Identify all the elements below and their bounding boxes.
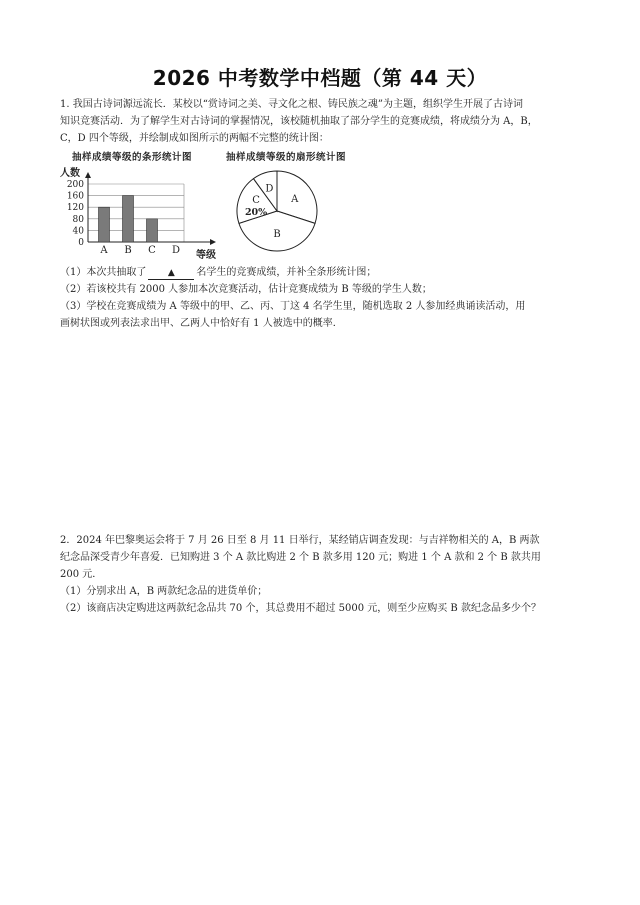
pie-label-c: C [252,195,260,207]
pie-chart-title: 抽样成绩等级的扇形统计图 [226,152,347,163]
y-tick-label: 160 [66,191,84,202]
q1-intro-line-2: 知识竞赛活动．为了解学生对古诗词的掌握情况，该校随机抽取了部分学生的竞赛成绩，将成绩分为 A，B， [60,116,538,127]
q1-part-1-suffix: 名学生的竞赛成绩，并补全条形统计图； [196,267,377,278]
q2-line-2: 纪念品深受青少年喜爱．已知购进 3 个 A 款比购进 2 个 B 款多用 120 元；购进 1 个 A 款和 2 个 B 款共用 [60,552,541,563]
q1-part-1-prefix: （1）本次共抽取了 [60,267,147,278]
q1-part-1 [60,264,590,281]
q1-parts [60,264,590,332]
q1-intro-line-3: C，D 四个等级，并绘制成如图所示的两幅不完整的统计图： [60,133,329,144]
pie-label-d: D [265,183,274,195]
y-tick-label: 120 [66,203,84,214]
y-tick-label: 40 [72,226,84,237]
q2-line-3: 200 元． [60,569,103,580]
pie-percent-c: 20% [244,207,268,219]
x-axis-label: 等级 [196,250,216,260]
x-tick-label: A [100,245,108,256]
q2 [60,532,590,617]
q2-part-2: （2）该商店决定购进这两款纪念品共 70 个，其总费用不超过 5000 元，则至少应购买 B 款纪念品多少个？ [60,603,541,614]
q2-line-1: 2．2024 年巴黎奥运会将于 7 月 26 日至 8 月 11 日举行，某经销店调查发现：与吉祥物相关的 A，B 两款 [60,535,540,546]
q1-part-3-line-2: 画树状图或列表法求出甲、乙两人中恰好有 1 人被选中的概率． [60,318,343,329]
answer-blank[interactable]: ▲ [148,268,194,280]
y-tick-label: 200 [66,180,84,190]
bar-c [147,219,158,242]
pie-label-b: B [273,229,281,240]
pie-chart [232,166,322,256]
x-tick-label: C [148,245,156,256]
y-tick-label: 80 [72,214,84,225]
bar-chart [56,160,216,260]
y-tick-label: 0 [78,238,84,248]
q1-part-3-line-1: （3）学校在竞赛成绩为 A 等级中的甲、乙、丙、丁这 4 名学生里，随机选取 2 人参加经典诵读活动，用 [60,301,526,312]
y-axis-label: 人数 [60,168,80,179]
page-title: 2026 中考数学中档题（第 44 天） [152,66,488,90]
x-axis-arrow [210,239,216,245]
x-tick-label: D [171,245,181,256]
pie-label-a: A [291,194,299,206]
q1-part-2: （2）若该校共有 2000 人参加本次竞赛活动，估计竞赛成绩为 B 等级的学生人数； [60,284,432,295]
bar-a [99,207,110,242]
q1-intro [60,96,590,147]
y-axis-arrow [85,172,91,178]
q1-intro-line-1: 1. 我国古诗词源远流长．某校以“赏诗词之美、寻文化之根、铸民族之魂”为主题，组织学生开展了古诗词 [60,99,523,110]
bar-b [123,196,134,242]
x-tick-label: B [124,245,132,256]
bar-chart-title: 抽样成绩等级的条形统计图 [72,152,193,163]
q2-part-1: （1）分别求出 A，B 两款纪念品的进货单价； [60,586,268,597]
